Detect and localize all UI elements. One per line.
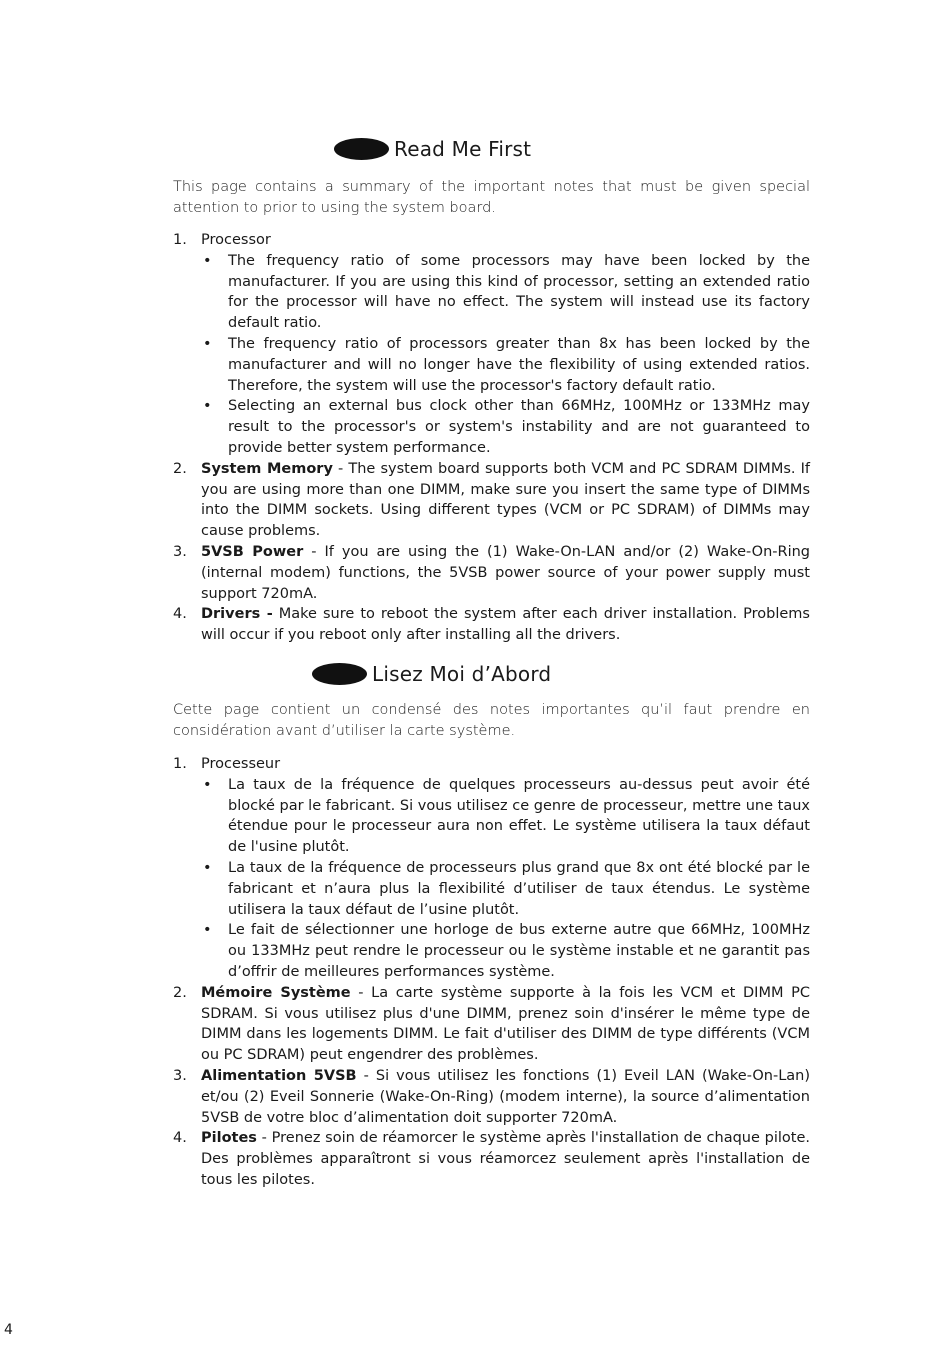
bullet-list: [201, 775, 810, 983]
item-heading: 5VSB Power: [201, 543, 304, 560]
bullet-text: The frequency ratio of processors greater than 8x has been locked by the manufacturer and will no longer have the flexibility of using extended ratios. Therefore, the system will use the processor's factory default ratio.: [228, 335, 810, 394]
bullet-dot-icon: •: [203, 922, 212, 939]
item-heading: System Memory: [201, 460, 333, 477]
list-item: [173, 542, 810, 604]
bullet-dot-icon: •: [203, 335, 212, 352]
section-title-french: [312, 662, 551, 686]
item-number: 2.: [173, 984, 187, 1001]
item-text: - The system board supports both VCM and PC SDRAM DIMMs. If you are using more than one DIMM, make sure you insert the same type of DIMMs into the DIMM sockets. Using different types (VCM or PC SDRAM) of DIMMs may cause problems.: [201, 460, 810, 540]
bullet-item: [201, 920, 810, 982]
section-heading: Lisez Moi d’Abord: [372, 662, 552, 686]
item-heading: Pilotes: [201, 1130, 257, 1147]
bullet-pill-icon: [334, 138, 389, 160]
item-heading: Drivers -: [201, 606, 273, 623]
bullet-text: The frequency ratio of some processors may have been locked by the manufacturer. If you are using this kind of processor, setting an extended ratio for the processor will have no effect. The system will instead use its factory default ratio.: [228, 252, 810, 332]
item-text: - Si vous utilisez les fonctions (1) Eveil LAN (Wake-On-Lan) et/ou (2) Eveil Sonnerie (Wake-On-Ring) (modem interne), la source d’alimentation 5VSB de votre bloc d’alimentation doit supporter 720mA.: [201, 1067, 811, 1126]
item-number: 4.: [173, 1130, 187, 1147]
item-number: 3.: [173, 1067, 187, 1084]
list-item: [173, 1128, 810, 1190]
list-item: [173, 1066, 810, 1128]
section-heading: Read Me First: [394, 137, 532, 161]
bullet-pill-icon: [312, 663, 367, 685]
list-item: [173, 754, 810, 983]
list-item: [173, 604, 810, 646]
item-heading: Processor: [201, 232, 271, 248]
item-heading: Mémoire Système: [201, 984, 351, 1001]
item-heading: Processeur: [201, 756, 281, 772]
bullet-dot-icon: •: [203, 776, 212, 793]
item-number: 3.: [173, 543, 187, 560]
bullet-dot-icon: •: [203, 859, 212, 876]
intro-paragraph: Cette page contient un condensé des notes importantes qu’il faut prendre en considération avant d’utiliser la carte système.: [173, 702, 810, 739]
page-number: 4: [4, 1322, 13, 1338]
section-title-english: [334, 137, 531, 161]
item-number: 1.: [173, 756, 187, 772]
bullet-text: Selecting an external bus clock other than 66MHz, 100MHz or 133MHz may result to the processor's or system's instability and are not guaranteed to provide better system performance.: [228, 398, 810, 456]
bullet-item: [201, 858, 810, 920]
intro-paragraph: This page contains a summary of the important notes that must be given special attention to prior to using the system board.: [173, 179, 810, 216]
bullet-item: [201, 251, 810, 334]
item-text: - La carte système supporte à la fois les VCM et DIMM PC SDRAM. Si vous utilisez plus d'une DIMM, prenez soin d'insérer le même type de DIMM dans les logements DIMM. Le fait d'utiliser des DIMM de type différents (VCM ou PC SDRAM) peut engendrer des problèmes.: [201, 984, 811, 1064]
item-text: Make sure to reboot the system after each driver installation. Problems will occur if you reboot only after installing all the drivers.: [201, 606, 810, 644]
bullet-text: La taux de la fréquence de processeurs plus grand que 8x ont été blocké par le fabricant et n’aura plus la flexibilité d’utiliser de taux étendus. Le système utilisera la taux défaut de l’usine plutôt.: [228, 859, 810, 918]
bullet-text: Le fait de sélectionner une horloge de bus externe autre que 66MHz, 100MHz ou 133MHz peut rendre le processeur ou le système instable et ne garantit pas d’offrir de meilleures performances système.: [228, 922, 810, 980]
bullet-dot-icon: •: [203, 252, 212, 269]
bullet-item: [201, 334, 810, 396]
list-item: [173, 983, 810, 1066]
bullet-text: La taux de la fréquence de quelques processeurs au-dessus peut avoir été blocké par le fabricant. Si vous utilisez ce genre de processeur, mettre une taux étendue pour le processeur aura non effet. Le système utilisera la taux défaut de l'usine plutôt.: [228, 776, 810, 856]
item-number: 1.: [173, 232, 187, 248]
item-heading: Alimentation 5VSB: [201, 1067, 357, 1084]
bullet-item: [201, 775, 810, 858]
list-item: [173, 459, 810, 542]
item-number: 4.: [173, 606, 187, 623]
bullet-item: [201, 396, 810, 458]
list-item: [173, 230, 810, 459]
bullet-list: [201, 251, 810, 459]
notes-list-english: [173, 230, 810, 646]
item-text: - If you are using the (1) Wake-On-LAN and/or (2) Wake-On-Ring (internal modem) functions, the 5VSB power source of your power supply must support 720mA.: [201, 543, 810, 602]
item-text: - Prenez soin de réamorcer le système après l'installation de chaque pilote. Des problèmes apparaîtront si vous réamorcez seulement après l'installation de tous les pilotes.: [201, 1130, 810, 1188]
notes-list-french: [173, 754, 810, 1191]
item-number: 2.: [173, 460, 187, 477]
bullet-dot-icon: •: [203, 398, 212, 415]
